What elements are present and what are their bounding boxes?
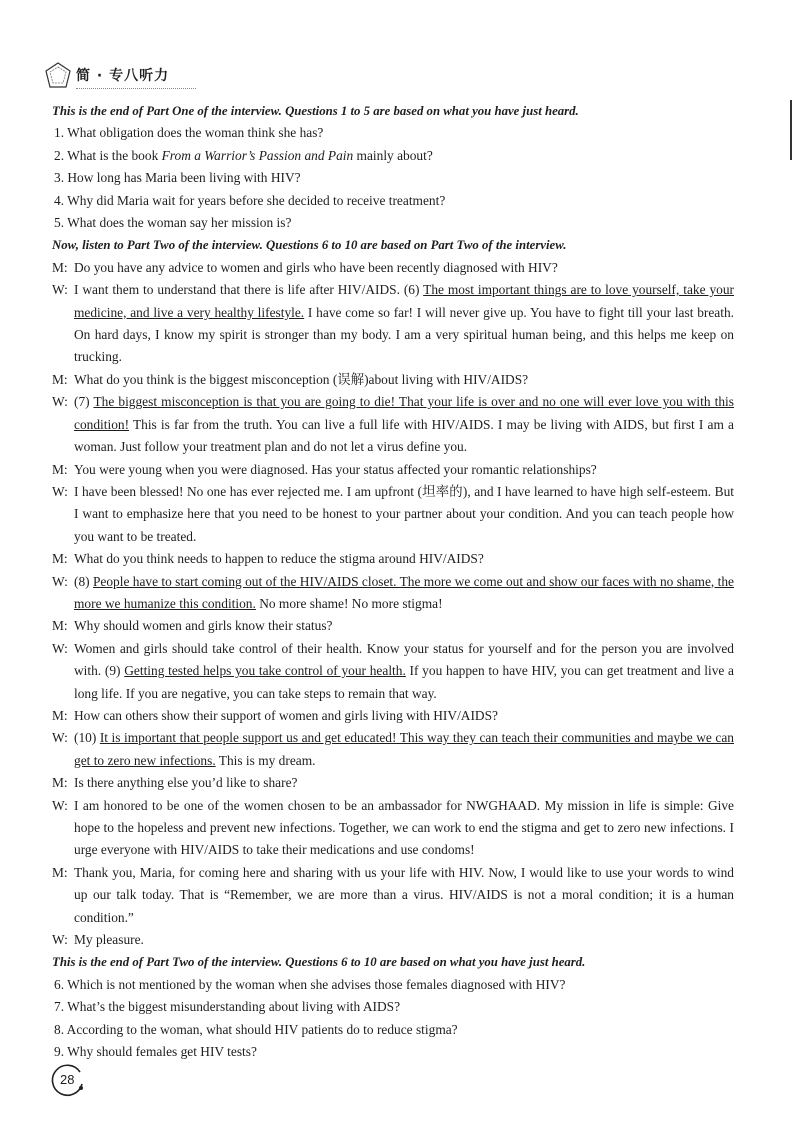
dialogue-turn: M: You were young when you were diagnosed. Has your status affected your romantic relationships? [52,459,734,481]
speaker-label: W: [52,394,68,410]
speaker-label: M: [52,461,68,477]
answer-6-underline: The most important things are to love yourself, take your medicine, and live a very healthy lifestyle. [74,282,735,320]
header-divider [76,88,196,89]
dialogue-turn: W: I want them to understand that there is life after HIV/AIDS. (6) The most important things are to love yourself, take your medicine, and live a very healthy lifestyle. I have come so far! I will never give up. You have to fight till your last breath. On hard days, I know my spirit is stronger than my body. I am a very spiritual human being, and this helps me keep on trucking. [52,279,734,369]
speaker-label: M: [52,371,68,387]
question-9: 9. Why should females get HIV tests? [54,1044,257,1060]
dialogue-turn: M: Do you have any advice to women and girls who have been recently diagnosed with HIV? [52,257,734,279]
speaker-label: W: [52,932,68,948]
answer-10-underline: It is important that people support us and get educated! This way they can teach their communities and maybe we can get to zero new infections. [74,730,734,768]
dialogue-turn: W: I am honored to be one of the women chosen to be an ambassador for NWGHAAD. My mission in life is simple: Give hope to the hopeless and prevent new infections. Together, we can work to end the stigma and get to zero new infections. I urge everyone with HIV/AIDS to take their medications and use condoms! [52,795,734,862]
dialogue-turn: M: What do you think needs to happen to reduce the stigma around HIV/AIDS? [52,548,734,570]
question-2: 2. What is the book From a Warrior’s Passion and Pain mainly about? [54,147,433,163]
dialogue-turn: M: What do you think is the biggest misconception (误解)about living with HIV/AIDS? [52,369,734,391]
question-1: 1. What obligation does the woman think she has? [54,125,324,141]
part-two-end-instruction: This is the end of Part Two of the interview. Questions 6 to 10 are based on what you have just heard. [52,955,586,970]
question-8: 8. According to the woman, what should HIV patients do to reduce stigma? [54,1021,458,1037]
header-title: 简 · 专八听力 [76,68,170,84]
dialogue-turn: M: Thank you, Maria, for coming here and sharing with us your life with HIV. Now, I would like to use your words to wind up our talk today. That is “Remember, we are more than a virus. HIV/AIDS is not a moral condition; it is a human condition.” [52,862,734,929]
page-number: 28 [60,1072,75,1087]
speaker-label: M: [52,775,68,791]
margin-mark [790,100,792,160]
dialogue-turn: W: (10) It is important that people support us and get educated! This way they can teach their communities and maybe we can get to zero new infections. This is my dream. [52,727,734,772]
question-7: 7. What’s the biggest misunderstanding about living with AIDS? [54,999,401,1015]
dialogue-turn: M: Is there anything else you’d like to share? [52,772,734,794]
speaker-label: W: [52,483,68,499]
question-3: 3. How long has Maria been living with HIV? [54,170,301,186]
speaker-label: W: [52,640,68,656]
speaker-label: M: [52,707,68,723]
dialogue-turn: W: I have been blessed! No one has ever rejected me. I am upfront (坦率的), and I have learned to have high self-esteem. But I want to emphasize here that you need to be honest to your partner about your condition. And you can teach people how you want to be treated. [52,481,734,548]
dialogue-turn: M: How can others show their support of women and girls living with HIV/AIDS? [52,705,734,727]
dialogue-turn: W: (8) People have to start coming out of the HIV/AIDS closet. The more we come out and show our faces with no shame, the more we humanize this condition. No more shame! No more stigma! [52,571,734,616]
speaker-label: W: [52,797,68,813]
page-content [52,100,734,1063]
speaker-label: M: [52,864,68,880]
part-one-end-instruction: This is the end of Part One of the interview. Questions 1 to 5 are based on what you have just heard. [52,104,579,118]
dialogue-turn: W: My pleasure. [52,929,734,951]
question-5: 5. What does the woman say her mission is? [54,215,292,231]
speaker-label: W: [52,730,68,746]
book-title: From a Warrior’s Passion and Pain [161,147,354,163]
page-header [44,60,169,90]
part-two-instruction: Now, listen to Part Two of the interview. Questions 6 to 10 are based on Part Two of the interview. [52,238,567,253]
book-logo-icon [44,61,72,89]
speaker-label: M: [52,618,68,634]
speaker-label: W: [52,573,68,589]
speaker-label: M: [52,551,68,567]
answer-7-underline: The biggest misconception is that you are going to die! That your life is over and no one will ever love you with this condition! [74,394,734,432]
question-6: 6. Which is not mentioned by the woman when she advises those females diagnosed with HIV? [54,976,566,992]
question-4: 4. Why did Maria wait for years before she decided to receive treatment? [54,192,446,208]
answer-9-underline: Getting tested helps you take control of your health. [124,663,406,679]
answer-8-underline: People have to start coming out of the HIV/AIDS closet. The more we come out and show our faces with no shame, the more we humanize this condition. [74,573,734,611]
dialogue-turn: W: Women and girls should take control of their health. Know your status for yourself and for the person you are involved with. (9) Getting tested helps you take control of your health. If you happen to have HIV, you can get treatment and live a long life. If you are negative, you can take steps to remain that way. [52,638,734,705]
speaker-label: W: [52,282,68,298]
dialogue-turn: W: (7) The biggest misconception is that you are going to die! That your life is over and no one will ever love you with this condition! This is far from the truth. You can live a full life with HIV/AIDS. I may be living with AIDS, but first I am a woman. Just follow your treatment plan and do not let a virus define you. [52,391,734,458]
dialogue-turn: M: Why should women and girls know their status? [52,615,734,637]
speaker-label: M: [52,259,68,275]
